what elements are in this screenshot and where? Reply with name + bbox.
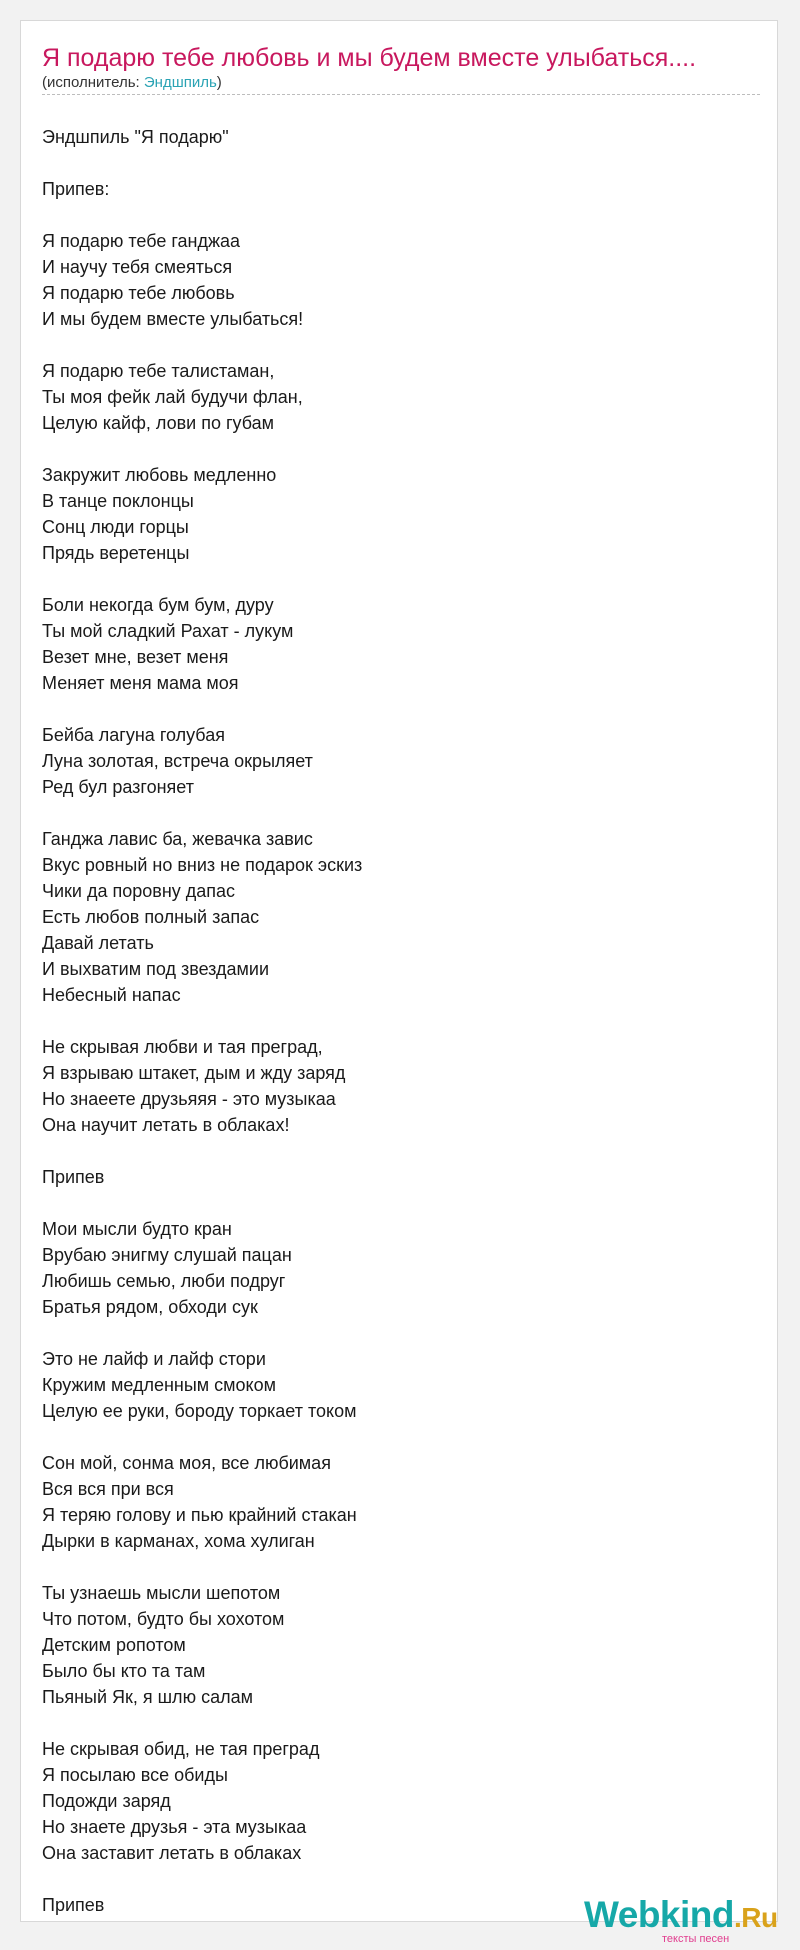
lyric-line: Ты моя фейк лай будучи флан, — [42, 387, 303, 407]
lyric-line: Детским ропотом — [42, 1635, 186, 1655]
lyric-line: Меняет меня мама моя — [42, 673, 239, 693]
artist-suffix: ) — [216, 74, 222, 91]
lyric-line: Братья рядом, обходи сук — [42, 1297, 258, 1317]
lyric-line: Вкус ровный но вниз не подарок эскиз — [42, 855, 363, 875]
lyric-line: Кружим медленным смоком — [42, 1375, 277, 1395]
logo-suffix: .Ru — [734, 1902, 778, 1933]
stanza-gap — [42, 1320, 760, 1346]
lyric-line: Ред бул разгоняет — [42, 777, 194, 797]
page-title: Я подарю тебе любовь и мы будем вместе улыбаться.... — [42, 44, 697, 72]
lyric-line: Вся вся при вся — [42, 1479, 174, 1499]
lyric-line: Я подарю тебе талистаман, — [42, 361, 275, 381]
lyric-line: Чики да поровну дапас — [42, 881, 236, 901]
lyric-line: Но знаеете друзьяяя - это музыкаа — [42, 1089, 336, 1109]
stanza-gap — [42, 696, 760, 722]
lyric-line: Я подарю тебе ганджаа — [42, 231, 241, 251]
lyric-line: Я посылаю все обиды — [42, 1765, 228, 1785]
lyric-line: Пьяный Як, я шлю салам — [42, 1687, 253, 1707]
lyric-line: Любишь семью, люби подруг — [42, 1271, 286, 1291]
lyric-line: Припев — [42, 1895, 105, 1915]
lyric-line: Я теряю голову и пью крайний стакан — [42, 1505, 357, 1525]
lyric-line: Везет мне, везет меня — [42, 647, 229, 667]
stanza-gap — [42, 1710, 760, 1736]
lyric-line: Луна золотая, встреча окрыляет — [42, 751, 313, 771]
lyrics-card — [20, 20, 778, 1945]
logo-main-text: Webkind — [584, 1894, 734, 1935]
stanza-gap — [42, 1138, 760, 1164]
lyric-line: Дырки в карманах, хома хулиган — [42, 1531, 315, 1551]
lyric-line: Что потом, будто бы хохотом — [42, 1609, 285, 1629]
stanza-gap — [42, 436, 760, 462]
lyric-line: Ты узнаешь мысли шепотом — [42, 1583, 281, 1603]
artist-link[interactable]: Эндшпиль — [143, 74, 217, 91]
lyric-line: Сонц люди горцы — [42, 517, 189, 537]
divider — [42, 94, 760, 95]
lyric-line: Сон мой, сонма моя, все любимая — [42, 1453, 331, 1473]
lyric-line: Не скрывая любви и тая преград, — [42, 1037, 323, 1057]
lyric-line: Она заставит летать в облаках — [42, 1843, 302, 1863]
lyric-line: И научу тебя смеяться — [42, 257, 233, 277]
lyric-line: Я подарю тебе любовь — [42, 283, 235, 303]
stanza-gap — [42, 566, 760, 592]
lyric-line: Эндшпиль "Я подарю" — [42, 127, 229, 147]
lyric-line: Я взрываю штакет, дым и жду заряд — [42, 1063, 346, 1083]
lyric-line: Подожди заряд — [42, 1791, 171, 1811]
lyric-line: И мы будем вместе улыбаться! — [42, 309, 304, 329]
stanza-gap — [42, 1008, 760, 1034]
stanza-gap — [42, 1554, 760, 1580]
lyric-line: Целую кайф, лови по губам — [42, 413, 275, 433]
lyric-line: Небесный напас — [42, 985, 181, 1005]
stanza-gap — [42, 332, 760, 358]
lyric-line: Но знаете друзья - эта музыкаа — [42, 1817, 307, 1837]
lyric-line: Припев — [42, 1167, 105, 1187]
lyric-line: Припев: — [42, 179, 110, 199]
lyric-line: И выхватим под звездамии — [42, 959, 270, 979]
stanza-gap — [42, 1190, 760, 1216]
lyric-line: Целую ее руки, бороду торкает током — [42, 1401, 357, 1421]
site-logo[interactable] — [584, 1894, 778, 1946]
artist-prefix: (исполнитель: — [42, 74, 144, 91]
logo-tagline: тексты песен — [662, 1933, 730, 1945]
stanza-gap — [42, 800, 760, 826]
lyric-line: В танце поклонцы — [42, 491, 194, 511]
lyric-line: Она научит летать в облаках! — [42, 1115, 290, 1135]
lyric-line: Прядь веретенцы — [42, 543, 190, 563]
lyric-line: Не скрывая обид, не тая преград — [42, 1739, 320, 1759]
lyric-line: Это не лайф и лайф стори — [42, 1349, 266, 1369]
lyric-line: Есть любов полный запас — [42, 907, 260, 927]
stanza-gap — [42, 150, 760, 176]
lyric-line: Бейба лагуна голубая — [42, 725, 225, 745]
stanza-gap — [42, 1424, 760, 1450]
stanza-gap — [42, 1866, 760, 1892]
stanza-gap — [42, 202, 760, 228]
lyric-line: Ганджа лавис ба, жевачка завис — [42, 829, 313, 849]
artist-line — [42, 74, 222, 92]
lyric-line: Закружит любовь медленно — [42, 465, 277, 485]
lyric-line: Давай летать — [42, 933, 154, 953]
lyric-line: Ты мой сладкий Рахат - лукум — [42, 621, 294, 641]
lyric-line: Было бы кто та там — [42, 1661, 206, 1681]
lyric-line: Врубаю энигму слушай пацан — [42, 1245, 292, 1265]
lyrics-body — [42, 124, 760, 1918]
lyric-line: Боли некогда бум бум, дуру — [42, 595, 274, 615]
lyric-line: Мои мысли будто кран — [42, 1219, 232, 1239]
